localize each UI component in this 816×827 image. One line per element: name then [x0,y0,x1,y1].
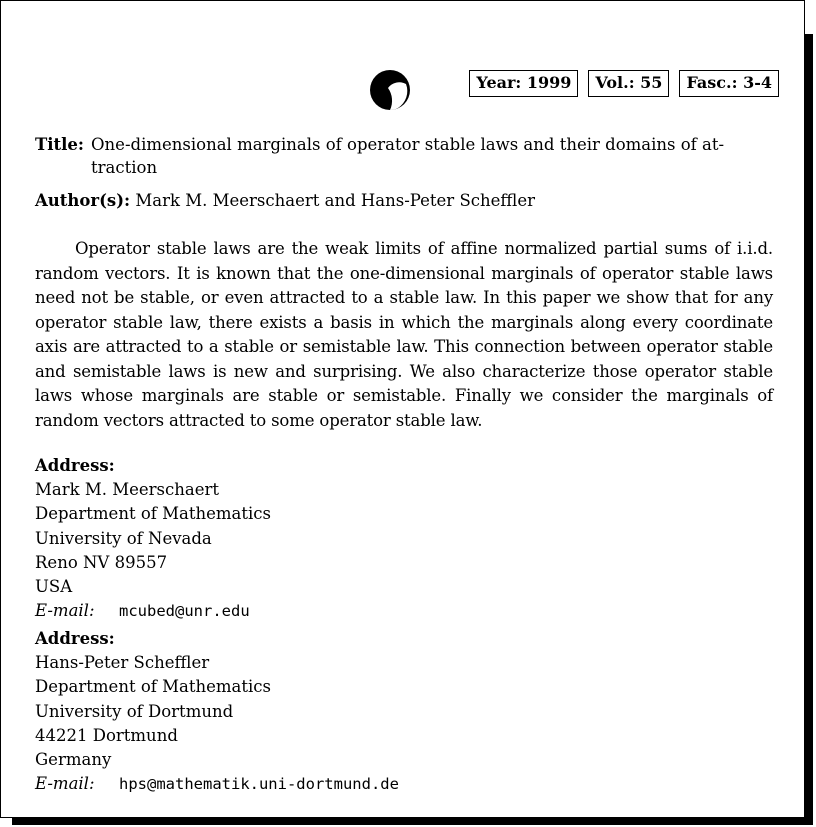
authors-label: Author(s): [35,191,131,210]
abstract: Operator stable laws are the weak limits of affine normalized partial sums of i.i.d. random vectors. It is known that the one-dimensional marginals of operator stable laws need not be stable, or even attracted to a stable law. In this paper we show that for any operator stable law, there exists a basis in which the marginals along every coordinate axis are attracted to a stable or semistable law. This connection between operator stable and semistable laws is new and surprising. We also characterize those operator stable laws whose marginals are stable or semistable. Finally we consider the marginals of random vectors attracted to some operator stable law. [35,239,773,430]
address-country: Germany [35,750,112,770]
address-name: Hans-Peter Scheffler [35,653,210,673]
authors-section [35,189,535,212]
address-country: USA [35,577,73,597]
fascicle-box: Fasc.: 3-4 [679,70,779,97]
year-box: Year: 1999 [469,70,578,97]
volume-box: Vol.: 55 [588,70,669,97]
address-department: Department of Mathematics [35,504,271,524]
journal-logo-icon [368,67,412,113]
title-line-2: traction [91,158,158,177]
address-label: Address: [35,456,115,475]
address-name: Mark M. Meerschaert [35,480,220,500]
article-title [84,133,724,179]
address-city: Reno NV 89557 [35,552,168,572]
email-label: E-mail: [35,601,95,621]
title-line-1: One-dimensional marginals of operator stable laws and their domains of at- [91,135,725,154]
address-university: University of Nevada [35,528,212,548]
address-department: Department of Mathematics [35,677,271,697]
email-label: E-mail: [35,774,95,794]
title-label: Title: [35,135,85,154]
email-address[interactable]: mcubed@unr.edu [119,602,250,621]
title-section [35,133,775,179]
address-city: 44221 Dortmund [35,725,178,745]
address-label: Address: [35,629,115,648]
issue-info [469,70,779,97]
address-university: University of Dortmund [35,701,234,721]
address-email-row [35,599,271,623]
authors-names: Mark M. Meerschaert and Hans-Peter Scheffler [135,191,536,210]
address-block-2 [35,627,399,796]
email-address[interactable]: hps@mathematik.uni-dortmund.de [119,775,399,794]
address-email-row [35,772,399,796]
address-block-1 [35,454,271,623]
